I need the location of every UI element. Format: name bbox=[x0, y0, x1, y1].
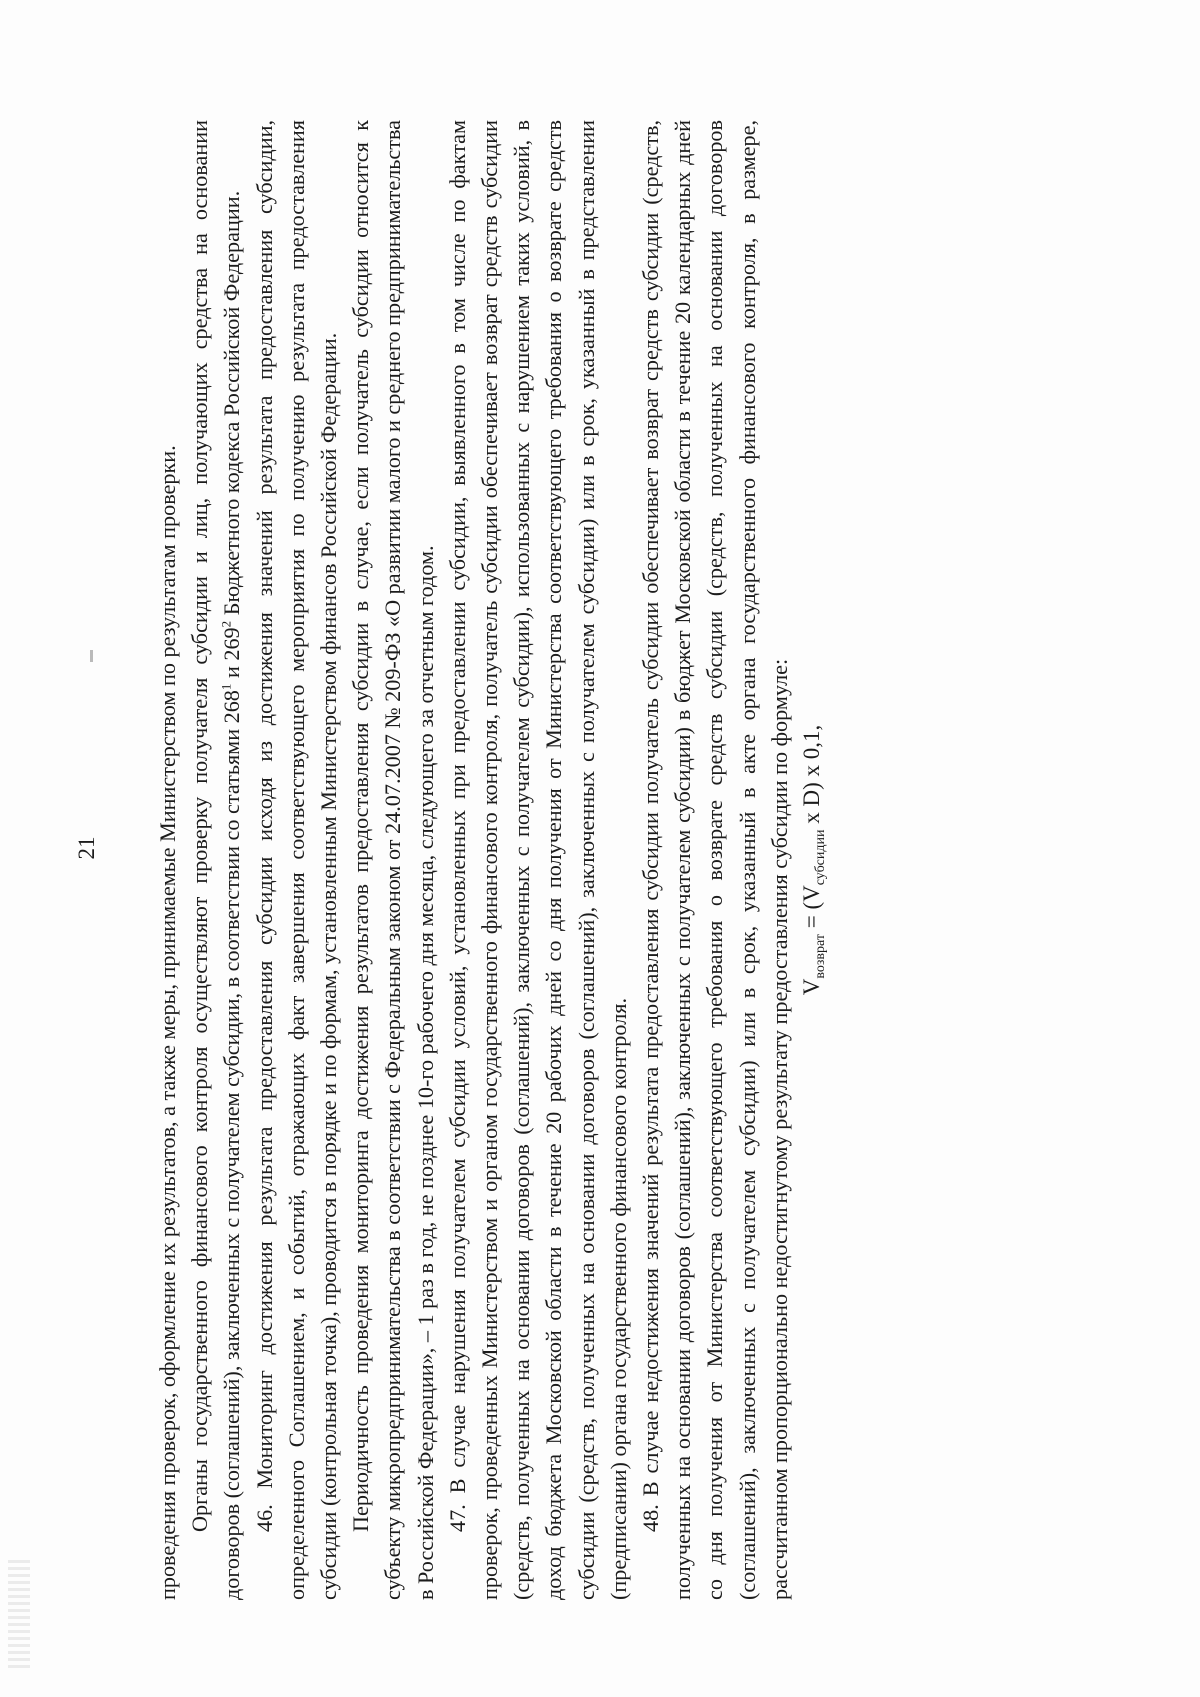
formula-text: x D) x 0,1, bbox=[799, 724, 825, 830]
formula bbox=[796, 120, 832, 1600]
scan-artifact bbox=[8, 1560, 30, 1670]
paragraph-financial-control bbox=[184, 120, 248, 1600]
superscript: 2 bbox=[219, 620, 235, 628]
paragraph-continuation: проведения проверок, оформление их результатов, а также меры, принимаемые Министерством по результатам проверки. bbox=[155, 445, 180, 1600]
body-text bbox=[152, 120, 832, 1600]
formula-text: = (V bbox=[799, 885, 825, 935]
paragraph-46: 46. Мониторинг достижения результата предоставления субсидии исходя из достижения значений результата предоставления субсидии, определенного Соглашением, и событий, отражающих факт завершения соответствующего мероприятия по получению результата предоставления субсидии (контрольная точка), проводится в порядке и по формам, установленным Министерством финансов Российской Федерации. bbox=[251, 120, 342, 1600]
formula-symbol: V bbox=[799, 978, 825, 996]
formula-subscript: субсидии bbox=[813, 829, 829, 886]
paragraph-monitoring-period: Периодичность проведения мониторинга достижения результатов предоставления субсидии в случае, если получатель субсидии относится к субъекту микропредпринимательства в соответствии с Федеральным законом от 24.07.2007 № 209-ФЗ «О развитии малого и среднего предпринимательства в Российской Федерации», – 1 раз в год, не позднее 10-го рабочего дня месяца, следующего за отчетным годом. bbox=[348, 120, 438, 1600]
paragraph-text: Бюджетного кодекса Российской Федерации. bbox=[219, 190, 245, 621]
paragraph-47: 47. В случае нарушения получателем субсидии условий, установленных при предоставлении субсидии, выявленного в том числе по фактам проверок, проведенных Министерством и органом государственного финансового контроля, получатель субсидии обеспечивает возврат средств субсидии (средств, полученных на основании договоров (соглашений), заключенных с получателем субсидии), использованных с нарушением таких условий, в доход бюджета Московской области в течение 20 рабочих дней со дня получения от Министерства соответствующего требования о возврате средств субсидии (средств, полученных на основании договоров (соглашений), заключенных с получателем субсидии) или в срок, указанный в представлении (предписании) органа государственного финансового контроля. bbox=[444, 120, 631, 1600]
paragraph-text: Органы государственного финансового контроля осуществляют проверку получателя субсидии и лиц, получающих средства на основании договоров (соглашений), заключенных с получателем субсидии, в соответствии со статьями 268 bbox=[187, 120, 245, 1600]
page-number: 21 bbox=[74, 836, 99, 860]
rotated-content bbox=[60, 88, 1140, 1608]
formula-subscript: возврат bbox=[813, 934, 829, 979]
paragraph-text: и 269 bbox=[219, 627, 245, 684]
superscript: 1 bbox=[219, 683, 235, 691]
paragraph-48: 48. В случае недостижения значений результата предоставления субсидии получатель субсидии обеспечивает возврат средств субсидии (средств, полученных на основании договоров (соглашений), заключенных с получателем субсидии) в бюджет Московской области в течение 20 календарных дней со дня получения от Министерства соответствующего требования о возврате средств субсидии (средств, полученных на основании договоров (соглашений), заключенных с получателем субсидии) или в срок, указанный в акте органа государственного финансового контроля, в размере, рассчитанном пропорционально недостигнутому результату предоставления субсидии по формуле: bbox=[638, 120, 792, 1600]
